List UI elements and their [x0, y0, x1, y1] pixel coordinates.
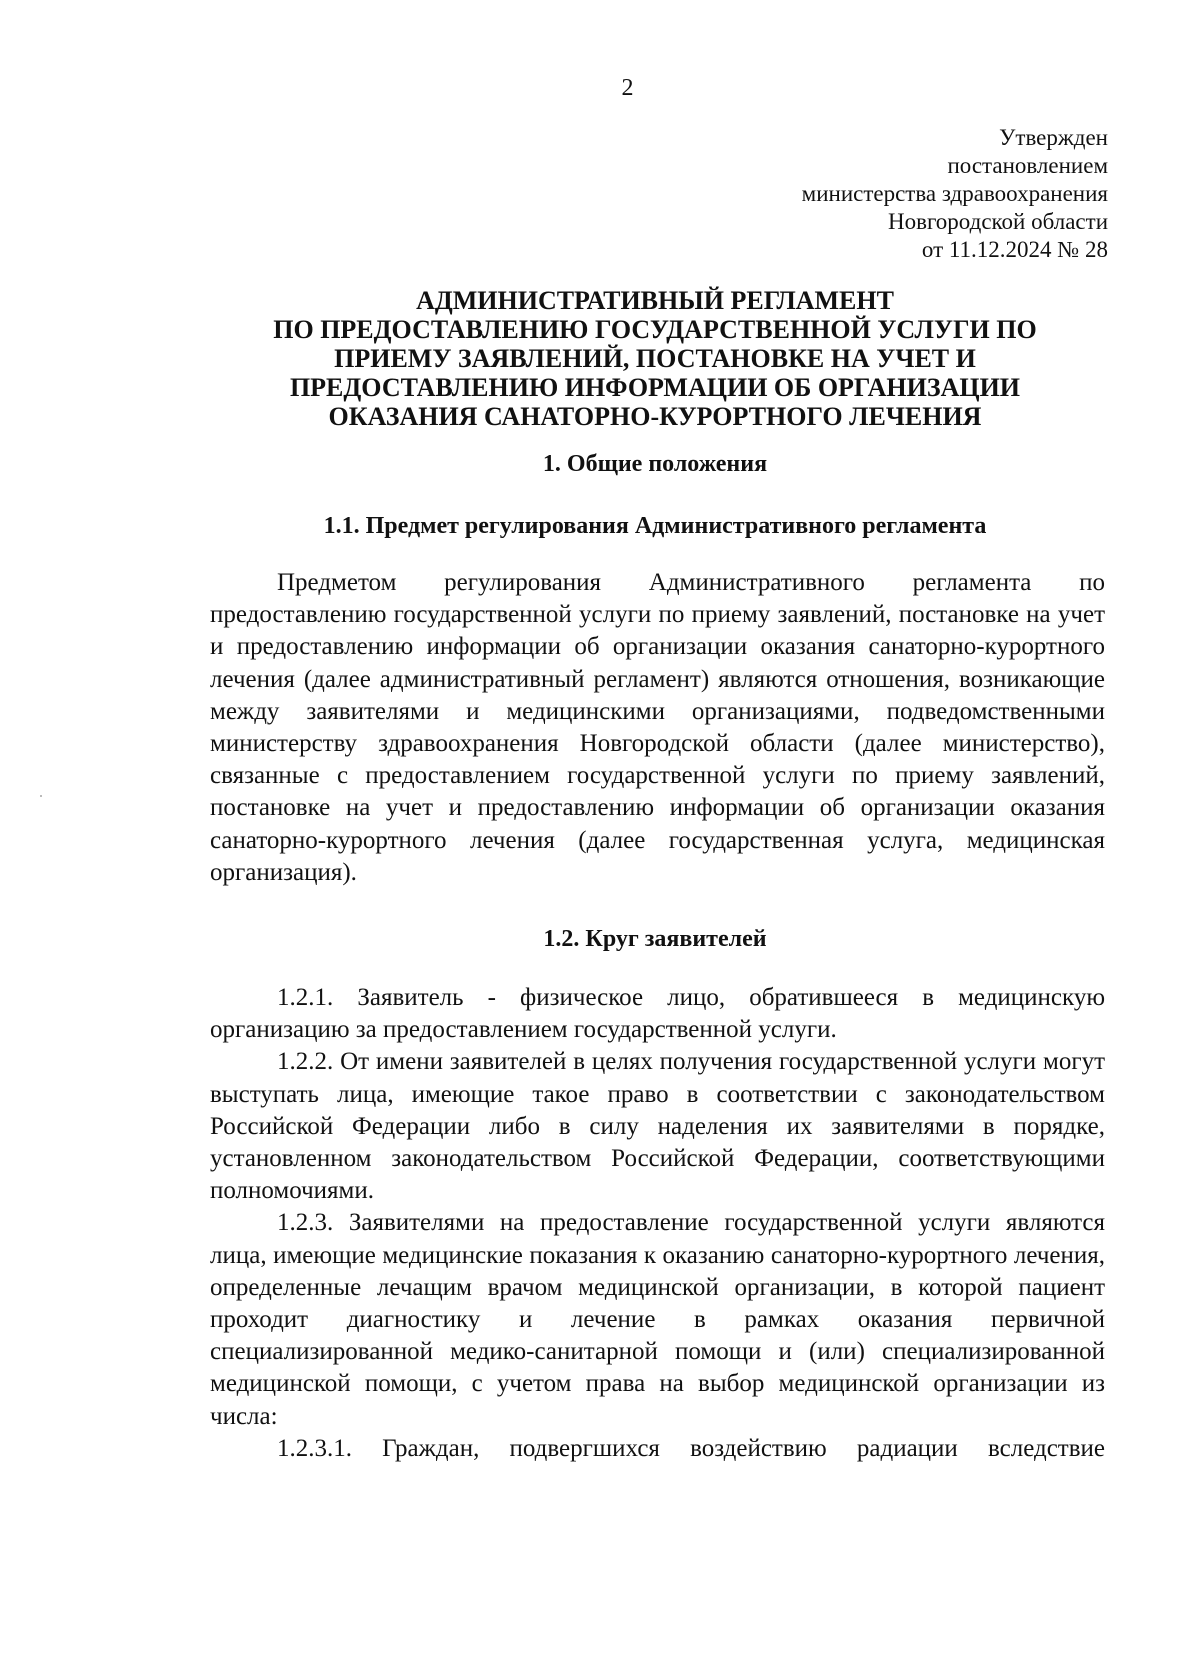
page-number: 2: [621, 75, 634, 101]
approval-line: от 11.12.2024 № 28: [921, 237, 1108, 262]
section-heading-general: 1. Общие положения: [542, 451, 768, 477]
title-line: ПРИЕМУ ЗАЯВЛЕНИЙ, ПОСТАНОВКЕ НА УЧЕТ И: [334, 344, 976, 373]
paragraph-1-2-1: 1.2.1. Заявитель - физическое лицо, обратившееся в медицинскую организацию за предоставлением государственной услуги.: [210, 984, 1105, 1044]
approval-line: Новгородской области: [887, 209, 1108, 234]
document-title: [210, 286, 1100, 431]
approval-stamp: [802, 124, 1108, 264]
paragraph-1-2-3: 1.2.3. Заявителями на предоставление государственной услуги являются лица, имеющие медицинские показания к оказанию санаторно-курортного лечения, определенные лечащим врачом медицинской организации, в которой пациент проходит диагностику и лечение в рамках оказания первичной специализированной медико-санитарной помощи и (или) специализированной медицинской помощи, с учетом права на выбор медицинской организации из числа:: [210, 1209, 1105, 1430]
paragraph-1-2-2: 1.2.2. От имени заявителей в целях получения государственной услуги могут выступать лица, имеющие такое право в соответствии с законодательством Российской Федерации либо в силу наделения их заявителями в порядке, установленном законодательством Российской Федерации, соответствующими полномочиями.: [210, 1048, 1105, 1205]
title-line: ОКАЗАНИЯ САНАТОРНО-КУРОРТНОГО ЛЕЧЕНИЯ: [328, 402, 982, 431]
title-line: ПО ПРЕДОСТАВЛЕНИЮ ГОСУДАРСТВЕННОЙ УСЛУГИ ПО: [273, 315, 1037, 344]
subject-paragraph-block: [210, 567, 1105, 889]
subject-paragraph: Предметом регулирования Административного регламента по предоставлению государственной услуги по приему заявлений, постановке на учет и предоставлению информации об организации оказания санаторно-курортного лечения (далее административный регламент) являются отношения, возникающие между заявителями и медицинскими организациями, подведомственными министерству здравоохранения Новгородской области (далее министерство), связанные с предоставлением государственной услуги по приему заявлений, постановке на учет и предоставлению информации об организации оказания санаторно-курортного лечения (далее государственная услуга, медицинская организация).: [210, 569, 1105, 886]
approval-line: постановлением: [947, 153, 1108, 178]
approval-line: министерства здравоохранения: [801, 181, 1108, 206]
paragraph-1-2-3-1: 1.2.3.1. Граждан, подвергшихся воздействию радиации вследствие: [277, 1434, 1105, 1462]
title-line: ПРЕДОСТАВЛЕНИЮ ИНФОРМАЦИИ ОБ ОРГАНИЗАЦИИ: [289, 373, 1021, 402]
title-line: АДМИНИСТРАТИВНЫЙ РЕГЛАМЕНТ: [416, 286, 894, 315]
approval-line: Утвержден: [999, 125, 1108, 150]
section-heading-applicants: 1.2. Круг заявителей: [543, 926, 767, 952]
scan-speck: [40, 795, 42, 797]
section-heading-subject: 1.1. Предмет регулирования Административного регламента: [323, 513, 987, 539]
applicants-paragraph-block: [210, 982, 1105, 1465]
